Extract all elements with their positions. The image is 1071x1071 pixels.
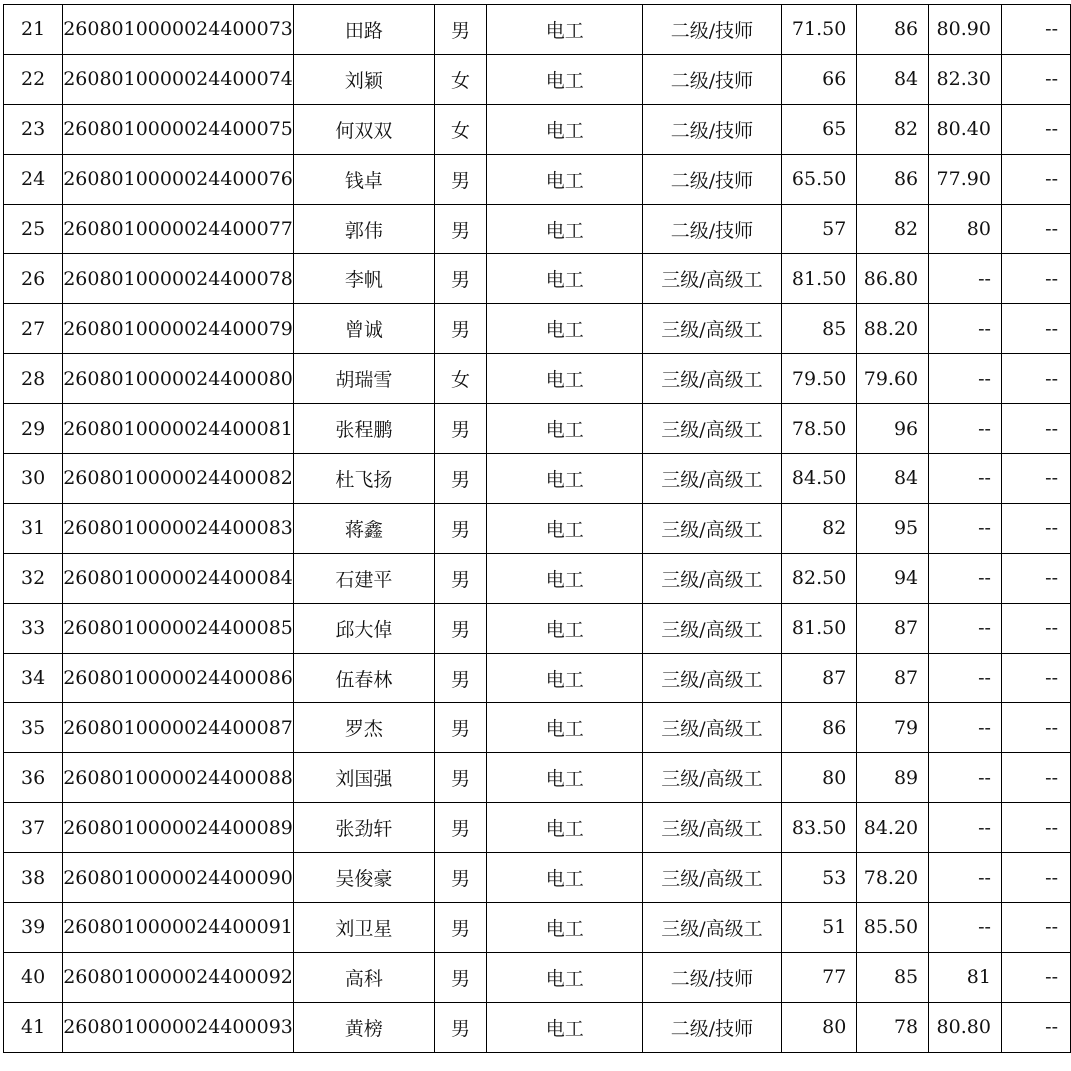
score3-cell: 82.30 xyxy=(929,54,1002,104)
row-number-cell: 40 xyxy=(4,952,63,1002)
gender-cell: 男 xyxy=(434,753,486,803)
score2-cell: 87 xyxy=(857,603,929,653)
trade-cell: 电工 xyxy=(487,603,643,653)
table-row xyxy=(4,803,1071,853)
remark-cell: -- xyxy=(1001,503,1070,553)
trade-cell: 电工 xyxy=(487,803,643,853)
remark-cell: -- xyxy=(1001,204,1070,254)
trade-cell: 电工 xyxy=(487,653,643,703)
row-number-cell: 22 xyxy=(4,54,63,104)
score3-cell: -- xyxy=(929,753,1002,803)
candidate-name-cell: 张程鹏 xyxy=(293,404,434,454)
score2-cell: 96 xyxy=(857,404,929,454)
score1-cell: 82 xyxy=(781,503,857,553)
score3-cell: 80 xyxy=(929,204,1002,254)
candidate-name-cell: 罗杰 xyxy=(293,703,434,753)
row-number-cell: 36 xyxy=(4,753,63,803)
gender-cell: 男 xyxy=(434,503,486,553)
score2-cell: 84.20 xyxy=(857,803,929,853)
remark-cell: -- xyxy=(1001,54,1070,104)
trade-cell: 电工 xyxy=(487,5,643,55)
trade-cell: 电工 xyxy=(487,154,643,204)
remark-cell: -- xyxy=(1001,603,1070,653)
score2-cell: 85 xyxy=(857,952,929,1002)
candidate-id-cell: 2608010000024400080 xyxy=(63,354,294,404)
score2-cell: 85.50 xyxy=(857,903,929,953)
score1-cell: 82.50 xyxy=(781,553,857,603)
table-row xyxy=(4,903,1071,953)
trade-cell: 电工 xyxy=(487,454,643,504)
candidate-id-cell: 2608010000024400084 xyxy=(63,553,294,603)
level-cell: 三级/高级工 xyxy=(643,553,781,603)
score1-cell: 53 xyxy=(781,853,857,903)
score1-cell: 71.50 xyxy=(781,5,857,55)
table-row xyxy=(4,853,1071,903)
score3-cell: -- xyxy=(929,603,1002,653)
gender-cell: 女 xyxy=(434,354,486,404)
score2-cell: 95 xyxy=(857,503,929,553)
gender-cell: 男 xyxy=(434,254,486,304)
score3-cell: -- xyxy=(929,404,1002,454)
score1-cell: 84.50 xyxy=(781,454,857,504)
gender-cell: 男 xyxy=(434,653,486,703)
gender-cell: 男 xyxy=(434,952,486,1002)
row-number-cell: 34 xyxy=(4,653,63,703)
score3-cell: 80.40 xyxy=(929,104,1002,154)
gender-cell: 男 xyxy=(434,853,486,903)
score2-cell: 88.20 xyxy=(857,304,929,354)
row-number-cell: 38 xyxy=(4,853,63,903)
score3-cell: -- xyxy=(929,853,1002,903)
score1-cell: 57 xyxy=(781,204,857,254)
row-number-cell: 24 xyxy=(4,154,63,204)
remark-cell: -- xyxy=(1001,853,1070,903)
table-row xyxy=(4,204,1071,254)
row-number-cell: 27 xyxy=(4,304,63,354)
candidate-id-cell: 2608010000024400081 xyxy=(63,404,294,454)
candidate-id-cell: 2608010000024400082 xyxy=(63,454,294,504)
level-cell: 三级/高级工 xyxy=(643,304,781,354)
score1-cell: 66 xyxy=(781,54,857,104)
score3-cell: -- xyxy=(929,354,1002,404)
score1-cell: 85 xyxy=(781,304,857,354)
remark-cell: -- xyxy=(1001,254,1070,304)
gender-cell: 男 xyxy=(434,454,486,504)
gender-cell: 女 xyxy=(434,54,486,104)
trade-cell: 电工 xyxy=(487,503,643,553)
candidate-name-cell: 伍春林 xyxy=(293,653,434,703)
trade-cell: 电工 xyxy=(487,753,643,803)
row-number-cell: 26 xyxy=(4,254,63,304)
score1-cell: 65 xyxy=(781,104,857,154)
candidate-name-cell: 杜飞扬 xyxy=(293,454,434,504)
level-cell: 三级/高级工 xyxy=(643,503,781,553)
row-number-cell: 29 xyxy=(4,404,63,454)
score1-cell: 51 xyxy=(781,903,857,953)
level-cell: 二级/技师 xyxy=(643,204,781,254)
gender-cell: 男 xyxy=(434,703,486,753)
level-cell: 二级/技师 xyxy=(643,1002,781,1052)
candidate-name-cell: 曾诚 xyxy=(293,304,434,354)
remark-cell: -- xyxy=(1001,803,1070,853)
score3-cell: -- xyxy=(929,454,1002,504)
candidate-name-cell: 邱大倬 xyxy=(293,603,434,653)
candidate-name-cell: 石建平 xyxy=(293,553,434,603)
remark-cell: -- xyxy=(1001,154,1070,204)
candidate-id-cell: 2608010000024400078 xyxy=(63,254,294,304)
row-number-cell: 21 xyxy=(4,5,63,55)
remark-cell: -- xyxy=(1001,903,1070,953)
table-row xyxy=(4,1002,1071,1052)
candidate-name-cell: 吴俊豪 xyxy=(293,853,434,903)
score2-cell: 78 xyxy=(857,1002,929,1052)
remark-cell: -- xyxy=(1001,553,1070,603)
score3-cell: -- xyxy=(929,803,1002,853)
candidate-id-cell: 2608010000024400073 xyxy=(63,5,294,55)
table-row xyxy=(4,5,1071,55)
score2-cell: 84 xyxy=(857,54,929,104)
candidate-score-table xyxy=(3,4,1071,1053)
candidate-name-cell: 钱卓 xyxy=(293,154,434,204)
candidate-id-cell: 2608010000024400093 xyxy=(63,1002,294,1052)
row-number-cell: 33 xyxy=(4,603,63,653)
candidate-name-cell: 田路 xyxy=(293,5,434,55)
score1-cell: 83.50 xyxy=(781,803,857,853)
gender-cell: 女 xyxy=(434,104,486,154)
level-cell: 三级/高级工 xyxy=(643,703,781,753)
candidate-name-cell: 张劲轩 xyxy=(293,803,434,853)
score3-cell: -- xyxy=(929,703,1002,753)
candidate-name-cell: 郭伟 xyxy=(293,204,434,254)
candidate-id-cell: 2608010000024400088 xyxy=(63,753,294,803)
table-row xyxy=(4,503,1071,553)
score2-cell: 89 xyxy=(857,753,929,803)
gender-cell: 男 xyxy=(434,204,486,254)
row-number-cell: 31 xyxy=(4,503,63,553)
remark-cell: -- xyxy=(1001,354,1070,404)
table-row xyxy=(4,553,1071,603)
score3-cell: -- xyxy=(929,903,1002,953)
score3-cell: -- xyxy=(929,553,1002,603)
trade-cell: 电工 xyxy=(487,204,643,254)
gender-cell: 男 xyxy=(434,5,486,55)
score3-cell: -- xyxy=(929,653,1002,703)
table-row xyxy=(4,404,1071,454)
table-row xyxy=(4,603,1071,653)
level-cell: 三级/高级工 xyxy=(643,254,781,304)
row-number-cell: 35 xyxy=(4,703,63,753)
candidate-id-cell: 2608010000024400092 xyxy=(63,952,294,1002)
score1-cell: 86 xyxy=(781,703,857,753)
score2-cell: 87 xyxy=(857,653,929,703)
candidate-id-cell: 2608010000024400090 xyxy=(63,853,294,903)
candidate-name-cell: 刘国强 xyxy=(293,753,434,803)
score2-cell: 84 xyxy=(857,454,929,504)
score2-cell: 79.60 xyxy=(857,354,929,404)
candidate-id-cell: 2608010000024400079 xyxy=(63,304,294,354)
table-row xyxy=(4,304,1071,354)
score3-cell: 77.90 xyxy=(929,154,1002,204)
row-number-cell: 41 xyxy=(4,1002,63,1052)
gender-cell: 男 xyxy=(434,553,486,603)
trade-cell: 电工 xyxy=(487,553,643,603)
score2-cell: 86 xyxy=(857,5,929,55)
level-cell: 三级/高级工 xyxy=(643,753,781,803)
level-cell: 三级/高级工 xyxy=(643,354,781,404)
row-number-cell: 39 xyxy=(4,903,63,953)
score1-cell: 79.50 xyxy=(781,354,857,404)
level-cell: 三级/高级工 xyxy=(643,803,781,853)
candidate-name-cell: 黄榜 xyxy=(293,1002,434,1052)
level-cell: 二级/技师 xyxy=(643,154,781,204)
row-number-cell: 23 xyxy=(4,104,63,154)
score2-cell: 78.20 xyxy=(857,853,929,903)
candidate-name-cell: 刘颖 xyxy=(293,54,434,104)
candidate-id-cell: 2608010000024400074 xyxy=(63,54,294,104)
row-number-cell: 25 xyxy=(4,204,63,254)
remark-cell: -- xyxy=(1001,952,1070,1002)
table-row xyxy=(4,354,1071,404)
candidate-name-cell: 何双双 xyxy=(293,104,434,154)
score1-cell: 65.50 xyxy=(781,154,857,204)
trade-cell: 电工 xyxy=(487,703,643,753)
level-cell: 二级/技师 xyxy=(643,54,781,104)
trade-cell: 电工 xyxy=(487,1002,643,1052)
score-sheet xyxy=(3,4,1071,1053)
trade-cell: 电工 xyxy=(487,952,643,1002)
gender-cell: 男 xyxy=(434,304,486,354)
gender-cell: 男 xyxy=(434,1002,486,1052)
level-cell: 三级/高级工 xyxy=(643,404,781,454)
level-cell: 三级/高级工 xyxy=(643,653,781,703)
candidate-id-cell: 2608010000024400091 xyxy=(63,903,294,953)
score3-cell: 80.90 xyxy=(929,5,1002,55)
row-number-cell: 28 xyxy=(4,354,63,404)
row-number-cell: 32 xyxy=(4,553,63,603)
table-row xyxy=(4,952,1071,1002)
score3-cell: 80.80 xyxy=(929,1002,1002,1052)
level-cell: 三级/高级工 xyxy=(643,853,781,903)
gender-cell: 男 xyxy=(434,903,486,953)
trade-cell: 电工 xyxy=(487,404,643,454)
trade-cell: 电工 xyxy=(487,54,643,104)
table-row xyxy=(4,154,1071,204)
score2-cell: 86.80 xyxy=(857,254,929,304)
trade-cell: 电工 xyxy=(487,853,643,903)
score1-cell: 81.50 xyxy=(781,603,857,653)
remark-cell: -- xyxy=(1001,653,1070,703)
level-cell: 二级/技师 xyxy=(643,104,781,154)
remark-cell: -- xyxy=(1001,5,1070,55)
table-row xyxy=(4,703,1071,753)
score1-cell: 87 xyxy=(781,653,857,703)
score1-cell: 78.50 xyxy=(781,404,857,454)
score2-cell: 82 xyxy=(857,104,929,154)
gender-cell: 男 xyxy=(434,404,486,454)
candidate-id-cell: 2608010000024400077 xyxy=(63,204,294,254)
candidate-id-cell: 2608010000024400089 xyxy=(63,803,294,853)
candidate-id-cell: 2608010000024400075 xyxy=(63,104,294,154)
score3-cell: -- xyxy=(929,254,1002,304)
trade-cell: 电工 xyxy=(487,254,643,304)
gender-cell: 男 xyxy=(434,803,486,853)
gender-cell: 男 xyxy=(434,603,486,653)
remark-cell: -- xyxy=(1001,454,1070,504)
table-row xyxy=(4,254,1071,304)
candidate-name-cell: 蒋鑫 xyxy=(293,503,434,553)
score2-cell: 82 xyxy=(857,204,929,254)
table-row xyxy=(4,653,1071,703)
candidate-id-cell: 2608010000024400087 xyxy=(63,703,294,753)
table-row xyxy=(4,54,1071,104)
trade-cell: 电工 xyxy=(487,903,643,953)
remark-cell: -- xyxy=(1001,1002,1070,1052)
score2-cell: 79 xyxy=(857,703,929,753)
table-row xyxy=(4,454,1071,504)
candidate-name-cell: 李帆 xyxy=(293,254,434,304)
remark-cell: -- xyxy=(1001,703,1070,753)
trade-cell: 电工 xyxy=(487,104,643,154)
score1-cell: 80 xyxy=(781,1002,857,1052)
level-cell: 三级/高级工 xyxy=(643,903,781,953)
row-number-cell: 37 xyxy=(4,803,63,853)
remark-cell: -- xyxy=(1001,753,1070,803)
score2-cell: 86 xyxy=(857,154,929,204)
candidate-id-cell: 2608010000024400083 xyxy=(63,503,294,553)
level-cell: 三级/高级工 xyxy=(643,603,781,653)
gender-cell: 男 xyxy=(434,154,486,204)
level-cell: 二级/技师 xyxy=(643,5,781,55)
candidate-name-cell: 刘卫星 xyxy=(293,903,434,953)
score3-cell: 81 xyxy=(929,952,1002,1002)
candidate-name-cell: 胡瑞雪 xyxy=(293,354,434,404)
remark-cell: -- xyxy=(1001,404,1070,454)
candidate-id-cell: 2608010000024400076 xyxy=(63,154,294,204)
score1-cell: 80 xyxy=(781,753,857,803)
level-cell: 二级/技师 xyxy=(643,952,781,1002)
score1-cell: 77 xyxy=(781,952,857,1002)
candidate-name-cell: 高科 xyxy=(293,952,434,1002)
table-row xyxy=(4,104,1071,154)
score2-cell: 94 xyxy=(857,553,929,603)
score3-cell: -- xyxy=(929,503,1002,553)
table-row xyxy=(4,753,1071,803)
score1-cell: 81.50 xyxy=(781,254,857,304)
row-number-cell: 30 xyxy=(4,454,63,504)
trade-cell: 电工 xyxy=(487,354,643,404)
level-cell: 三级/高级工 xyxy=(643,454,781,504)
trade-cell: 电工 xyxy=(487,304,643,354)
table-body xyxy=(4,5,1071,1053)
candidate-id-cell: 2608010000024400086 xyxy=(63,653,294,703)
remark-cell: -- xyxy=(1001,304,1070,354)
score3-cell: -- xyxy=(929,304,1002,354)
remark-cell: -- xyxy=(1001,104,1070,154)
candidate-id-cell: 2608010000024400085 xyxy=(63,603,294,653)
